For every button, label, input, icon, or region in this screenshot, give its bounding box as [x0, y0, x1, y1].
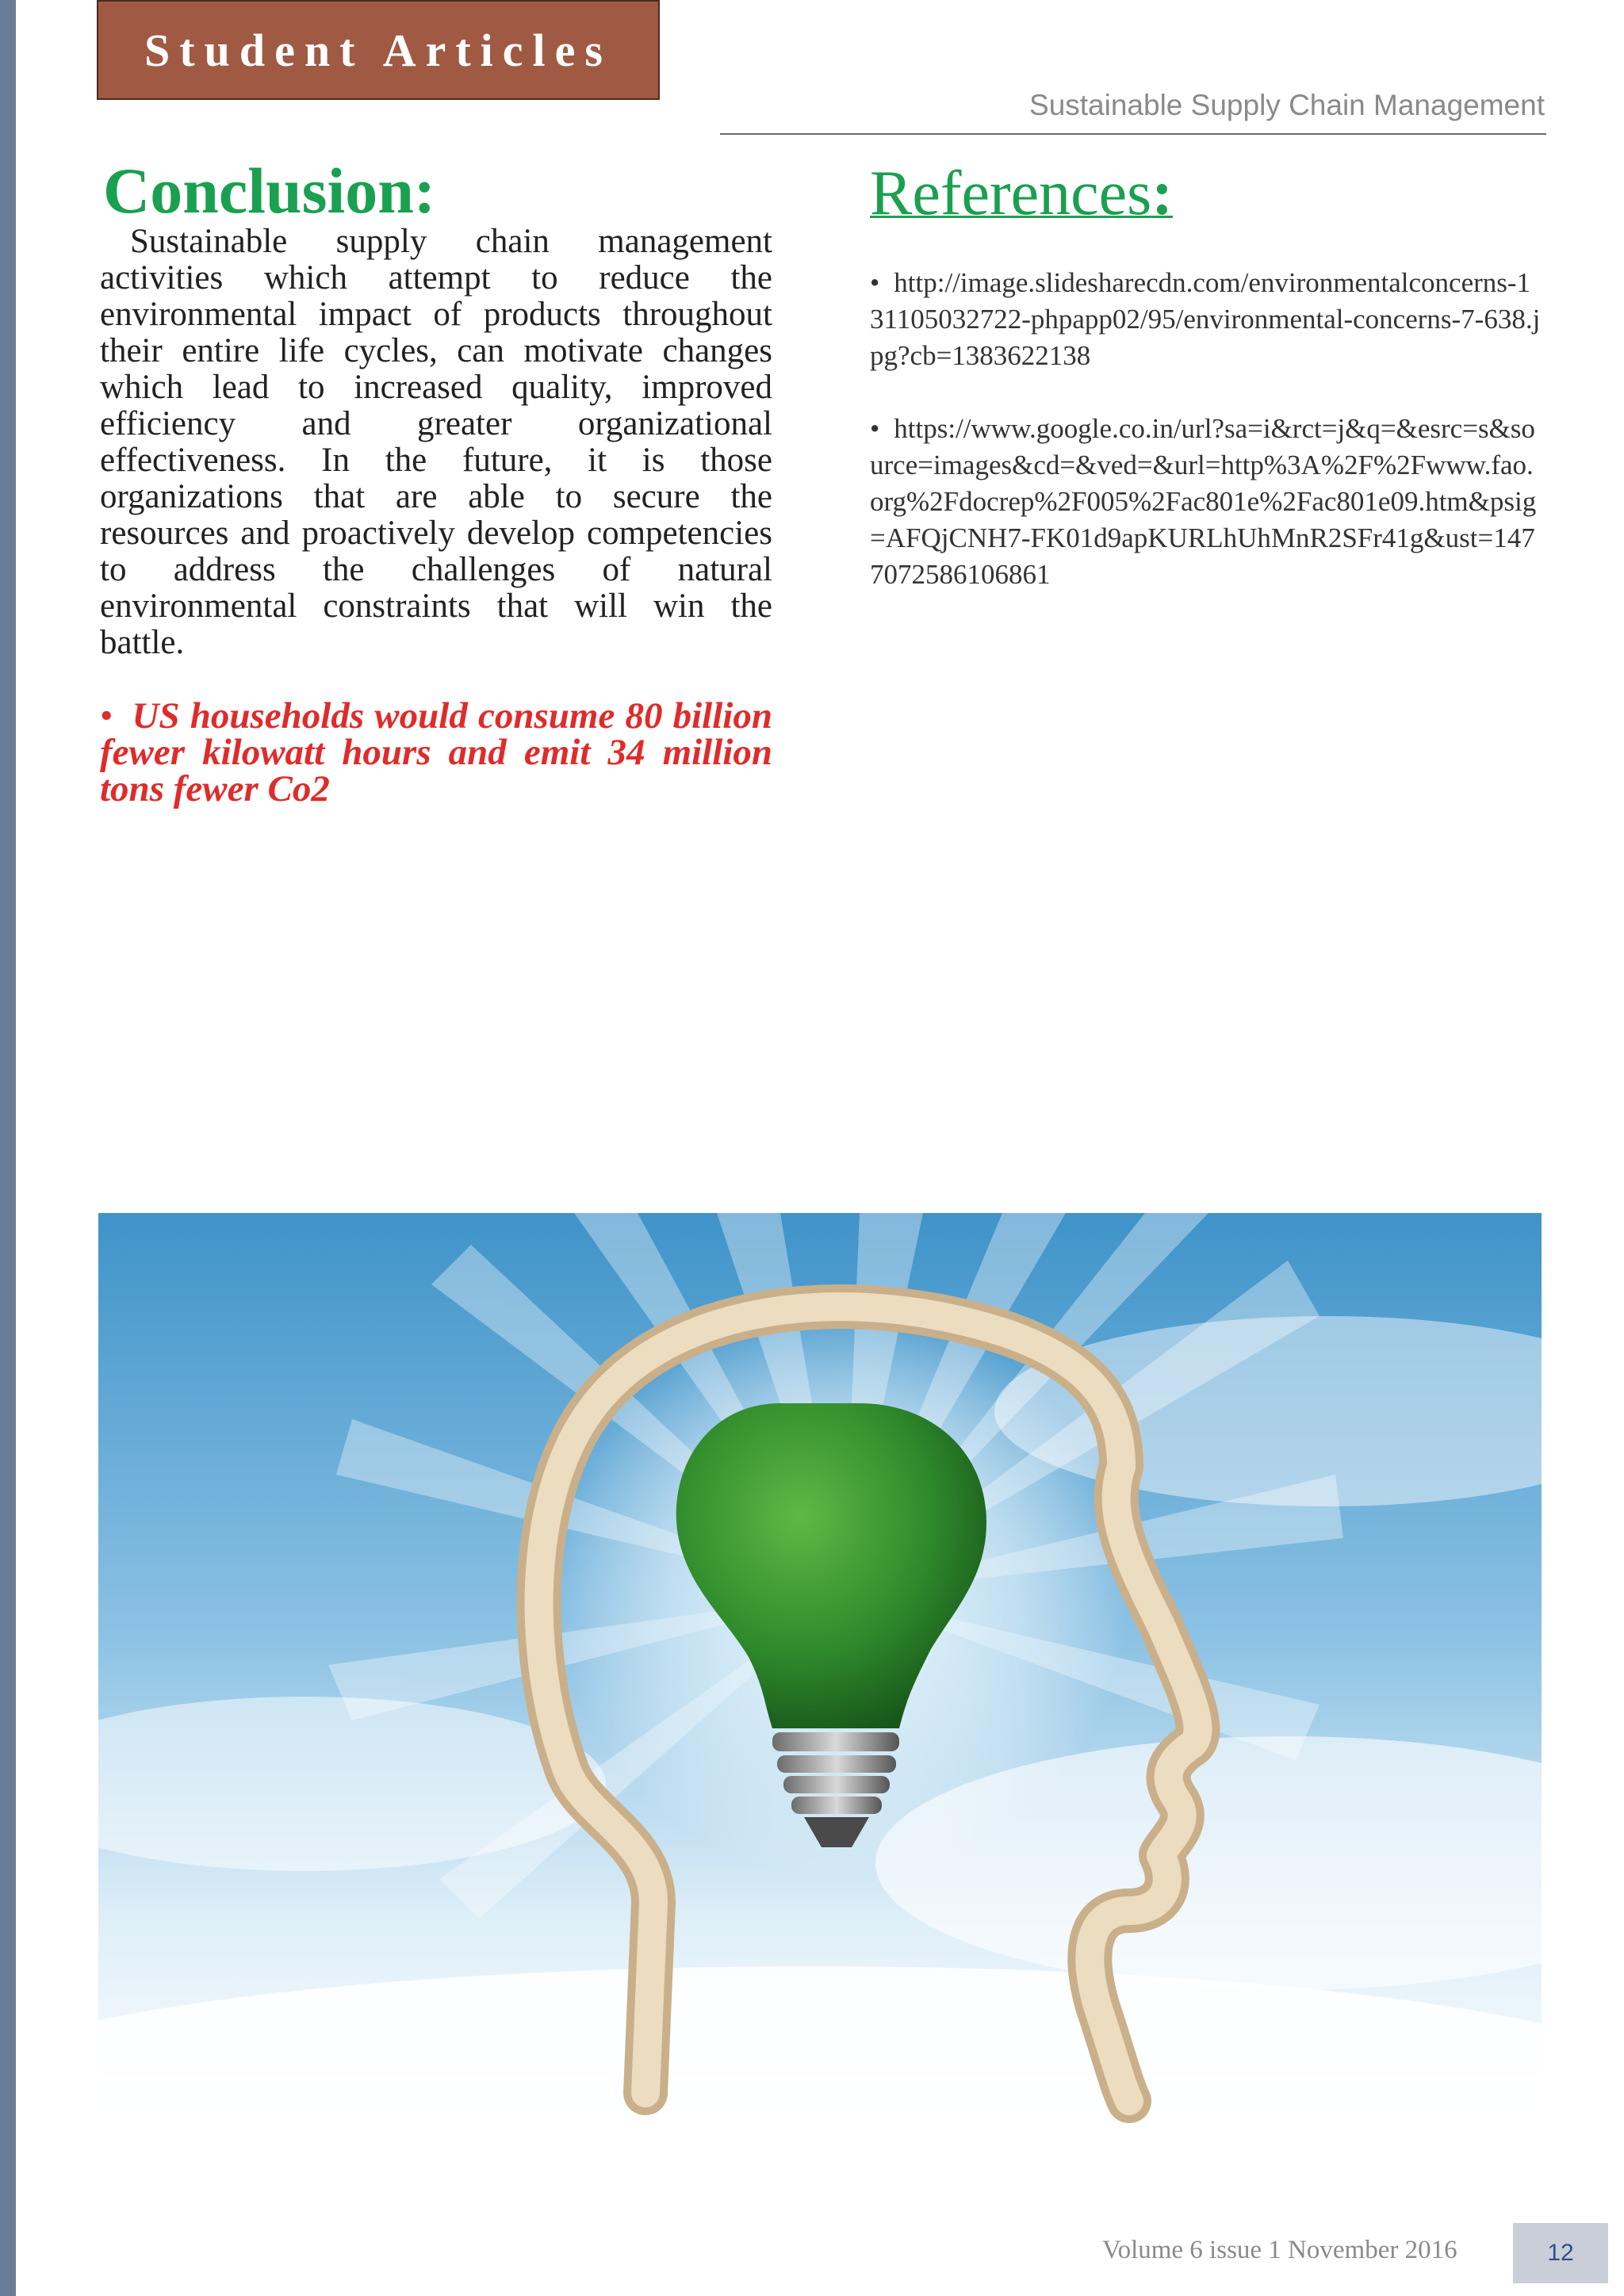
page-number-box: [1513, 2223, 1608, 2283]
reference-bullet: •: [870, 413, 880, 444]
left-margin-strip: [0, 0, 16, 2296]
key-fact: [100, 695, 772, 809]
conclusion-paragraph: Sustainable supply chain management activities which attempt to reduce the environmental impact of products throughout their entire life cycles, can motivate changes which lead to increased quality, improved efficiency and greater organizational effectiveness. In the future, it is those organizations that are able to secure the resources and proactively develop competencies to address the challenges of natural environmental constraints that will win the battle.: [100, 223, 772, 661]
key-fact-text: US households would consume 80 billion fewer kilowatt hours and emit 34 million tons fewer Co2: [100, 695, 772, 809]
conclusion-heading: Conclusion:: [103, 155, 436, 227]
bulb-base: [772, 1732, 899, 1751]
cloud: [98, 1966, 1542, 2156]
fact-bullet: •: [100, 695, 113, 737]
references-heading-text: References: [870, 159, 1152, 228]
section-tab: [97, 0, 660, 100]
section-tab-label: Student Articles: [144, 24, 612, 76]
footer-issue-line: Volume 6 issue 1 November 2016: [1102, 2236, 1457, 2264]
references-heading: [870, 159, 1173, 228]
reference-url[interactable]: https://www.google.co.in/url?sa=i&rct=j&q=&esrc=s&source=images&cd=&ved=&url=http%3A%2F%2Fwww.fao.org%2Fdocrep%2F005%2Fac801e%2Fac801e09.htm&psig=AFQjCNH7-FK01d9apKURLhUhMnR2SFr41g&ust=1477072586106861: [870, 413, 1537, 590]
illustration-svg: [98, 1213, 1542, 2156]
reference-item: [870, 411, 1544, 593]
references-heading-colon: :: [1151, 159, 1173, 228]
reference-url[interactable]: http://image.slidesharecdn.com/environmentalconcerns-131105032722-phpapp02/95/environmental-concerns-7-638.jpg?cb=1383622138: [870, 267, 1541, 371]
header-rule: [720, 133, 1546, 135]
reference-item: [870, 265, 1544, 374]
head-lightbulb-illustration: [98, 1213, 1542, 2156]
running-head: Sustainable Supply Chain Management: [1029, 89, 1545, 121]
reference-list: [870, 265, 1544, 629]
page-number: 12: [1547, 2240, 1574, 2266]
reference-bullet: •: [870, 267, 880, 298]
